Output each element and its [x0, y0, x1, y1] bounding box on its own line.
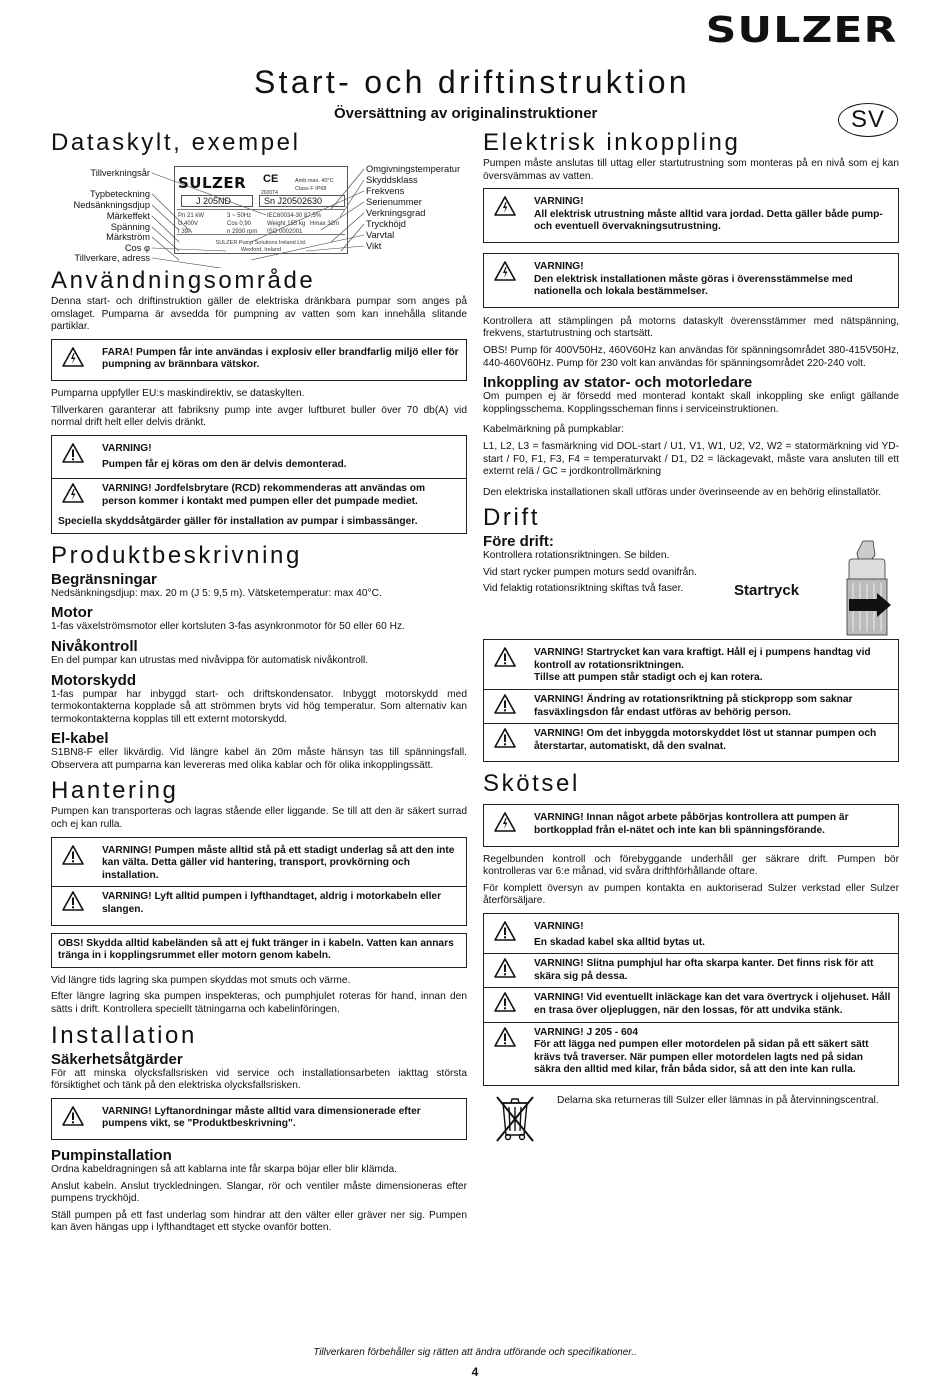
paragraph: Tillverkaren garanterar att fabriksny pump inte avger luftburet buller över 70 db(A) vid normal drift helt eller delvis dränkt. — [51, 404, 467, 429]
paragraph: För att minska olycksfallsrisken vid service och installationsarbeten iakttag största försiktighet och tänk på den elektriska olycksfallsrisken. — [51, 1067, 467, 1092]
warning-text: Pumpen får ej köras om den är delvis demonterad. — [102, 459, 347, 471]
plate-weight: Weight 155 kg — [267, 221, 306, 227]
paragraph: L1, L2, L3 = fasmärkning vid DOL-start / U1, V1, W1, U2, V2, W2 = statormärkning vid YD- start / F0, F1, F3, F4 = temperaturvakt / D1, D2 = läckagevakt, måste vara ansluten till ett externt relä / GC = jordkontrollmärkning — [483, 440, 899, 478]
heading-anvandningsomrade: Användningsområde — [51, 267, 316, 294]
footer-note: Tillverkaren förbehåller sig rätten att ändra utförande och specifikationer.. — [313, 1347, 637, 1358]
label-varvtal: Varvtal — [366, 230, 395, 240]
label-markstrom: Märkström — [106, 232, 150, 242]
language-badge: SV — [838, 103, 898, 137]
plate-i: I 39A — [178, 229, 193, 235]
heading-installation: Installation — [51, 1021, 197, 1049]
plate-address: Wexford, Ireland — [240, 247, 282, 253]
label-omgivningstemperatur: Omgivningstemperatur — [366, 164, 461, 174]
warning-text: All elektrisk utrustning måste alltid vara jordad. Detta gäller både pump- och eventuell övervakningsutrustning. — [534, 208, 883, 233]
warning-box — [483, 253, 899, 308]
plate-sn: Sn J20502630 — [259, 195, 345, 207]
weee-bin-icon — [493, 1093, 537, 1143]
recycle-row — [483, 1093, 899, 1143]
subheading: Nivåkontroll — [51, 637, 138, 655]
paragraph: Regelbunden kontroll och förebyggande underhåll ger säkrare drift. Pumpen bör kontrolleras var 6:e månad, vid svåra drifthförhållande oftare. — [483, 853, 899, 878]
plate-cos: Cos 0,90 — [227, 221, 252, 227]
heading-dataskylt: Dataskylt, exempel — [51, 129, 301, 156]
danger-text: FARA! Pumpen får inte användas i explosiv eller brandfarlig miljö eller för pumpning av brännbara vätskor. — [102, 346, 459, 371]
plate-maker: SULZER Pump Solutions Ireland Ltd. — [215, 240, 307, 246]
plate-amb: Amb.max. 40°C — [295, 178, 334, 184]
paragraph: Kontrollera att stämplingen på motorns dataskylt överensstämmer med nätspänning, frekvens, startutrustning och startsätt. — [483, 315, 899, 340]
heading-elektrisk-inkoppling: Elektrisk inkoppling — [483, 129, 741, 156]
startryck-label: Startryck — [734, 582, 800, 600]
warning-icon — [494, 728, 516, 748]
label-spanning: Spänning — [110, 222, 150, 232]
warning-icon — [494, 958, 516, 978]
electric-warning-icon — [62, 483, 84, 503]
label-frekvens: Frekvens — [366, 186, 405, 196]
label-verkningsgrad: Verkningsgrad — [366, 208, 426, 218]
warning-text: VARNING! Vid eventuellt inläckage kan det vara övertryck i oljehuset. Håll en trasa över oljepluggen, när den lossas, för att undvika stänk. — [534, 992, 891, 1016]
drift-intro — [483, 533, 899, 637]
warning-text: VARNING! Jordfelsbrytare (RCD) rekommenderas att användas om person kommer i kontakt med pumpen eller det pumpade mediet. — [102, 482, 426, 507]
warning-head: VARNING! — [534, 921, 584, 932]
subheading: Före drift: — [483, 533, 554, 551]
warning-text: VARNING! Lyftanordningar måste alltid vara dimensionerade efter pumpens vikt, se "Produktbeskrivning". — [102, 1105, 421, 1130]
heading-hantering: Hantering — [51, 777, 179, 805]
label-tryckhojd: Tryckhöjd — [366, 219, 406, 229]
plate-freq: 3 ~ 50Hz — [227, 213, 252, 219]
warning-text: Den elektrisk installationen måste göras i överensstämmelse med nationella och lokala bestämmelser. — [534, 273, 853, 298]
paragraph: Nedsänkningsdjup: max. 20 m (J 5: 9,5 m). Vätsketemperatur: max 40°C. — [51, 587, 382, 599]
warning-box — [51, 837, 467, 926]
label-cos: Cos φ — [124, 243, 150, 253]
page-title: Start- och driftinstruktion — [254, 64, 690, 100]
plate-brand: SULZER — [178, 174, 247, 192]
page-subtitle: Översättning av originalinstruktioner — [334, 105, 598, 122]
heading-drift: Drift — [483, 504, 540, 532]
label-skyddsklass: Skyddsklass — [366, 175, 418, 185]
paragraph: Efter längre lagring ska pumpen inspekteras, och pumphjulet roteras för hand, innan den sätts i drift. Kontrollera speciellt tätningarna och kabelinföringen. — [51, 991, 467, 1015]
paragraph: Om pumpen ej är försedd med monterad kontakt skall inkoppling ske enligt gällande kopplingsschema. Kopplingsscheman finns i serviceinstruktionen. — [483, 391, 899, 415]
subheading: Motor — [51, 604, 93, 622]
paragraph: Pumpen måste anslutas till uttag eller startutrustning som monteras på en nivå som ej kan översvämmas av vatten. — [483, 158, 899, 182]
warning-text: VARNING! Ändring av rotationsriktning på stickpropp som saknar fasväxlingsdon får endast utföras av behörig person. — [534, 694, 853, 718]
paragraph: Vid start rycker pumpen moturs sedd ovanifrån. — [483, 566, 697, 578]
paragraph: Denna start- och driftinstruktion gäller de elektriska dränkbara pumpar som anges på omslaget. Pumparna är avsedda för pumpning av vatten som kan innehålla slitande partiklar. — [51, 296, 467, 333]
warning-box — [51, 435, 467, 534]
subheading: Inkoppling av stator- och motorledare — [483, 374, 753, 392]
paragraph: 1-fas växelströmsmotor eller kortsluten 3-fas asynkronmotor för 50 eller 60 Hz. — [51, 621, 405, 633]
plate-year: 2020T4 — [261, 190, 278, 196]
warning-text: VARNING! Om det inbyggda motorskyddet löst ut stannar pumpen och återstartar, automatiskt, då den svalnat. — [534, 728, 877, 752]
subheading: Motorskydd — [51, 671, 137, 689]
page-number: 4 — [471, 1365, 479, 1379]
electric-warning-icon — [494, 196, 516, 216]
warning-text: VARNING! Innan något arbete påbörjas kontrollera att pumpen är bortkopplad från el-nätet och inte kan bli spänningsförande. — [534, 812, 849, 837]
paragraph: Vid längre tids lagring ska pumpen skyddas mot smuts och värme. — [51, 974, 351, 986]
plate-iso: ISO 0002001 — [267, 229, 303, 235]
warning-text: En skadad kabel ska alltid bytas ut. — [534, 936, 705, 948]
warning-box — [483, 639, 899, 762]
heading-produktbeskrivning: Produktbeskrivning — [51, 541, 302, 569]
paragraph: Anslut kabeln. Anslut tryckledningen. Slangar, rör och ventiler måste dimensioneras efter pumpens tryckhöjd. — [51, 1180, 467, 1205]
warning-icon — [494, 1027, 516, 1047]
warning-box — [483, 804, 899, 846]
paragraph: Kontrollera rotationsriktningen. Se bilden. — [483, 550, 670, 562]
note-box: OBS! Skydda alltid kabeländen så att ej fukt tränger in i kabeln. Vatten kan annars tränga in i kopplingsrummet eller motorn genom kabeln. — [51, 933, 467, 968]
sulzer-logo: SULZER — [706, 10, 898, 51]
plate-u: U 400V — [178, 221, 199, 227]
pump-rotation-illustration — [839, 539, 895, 637]
label-serienummer: Serienummer — [366, 197, 422, 207]
paragraph: Ställ pumpen på ett fast underlag som hindrar att den välter eller gräver ner sig. Pumpen kan även hängas upp i lyfthandtaget ett stycke ovanför botten. — [51, 1209, 467, 1234]
paragraph: Pumparna uppfyller EU:s maskindirektiv, se dataskylten. — [51, 387, 305, 399]
plate-hmax: Hmax 32m — [310, 221, 340, 227]
plate-ce: CE — [263, 173, 279, 185]
label-tillverkningsar: Tillverkningsår — [90, 168, 150, 178]
paragraph: 1-fas pumpar har inbyggd start- och driftskondensator. Inbyggt motorskydd med termokontakterna kopplade så att strömmen bryts vid hög temperatur. Som alternativ kan termokontakterna kopplas till ett externt motorskydd. — [51, 688, 467, 725]
warning-icon — [494, 694, 516, 714]
subheading: Pumpinstallation — [51, 1146, 172, 1164]
label-vikt: Vikt — [366, 241, 382, 251]
electric-warning-icon — [494, 812, 516, 832]
warning-text: VARNING! Startrycket kan vara kraftigt. Håll ej i pumpens handtag vid kontroll av rotationsriktningen. — [534, 647, 871, 671]
paragraph: Ordna kabeldragningen så att kablarna inte får skarpa böjar eller blir klämda. — [51, 1163, 398, 1175]
warning-icon — [494, 992, 516, 1012]
warning-head: VARNING! — [534, 196, 584, 208]
warning-box — [51, 1098, 467, 1140]
warning-head: VARNING! J 205 - 604 — [534, 1026, 638, 1038]
warning-note: Speciella skyddsåtgärder gäller för installation av pumpar i simbassänger. — [58, 516, 418, 528]
paragraph: Kabelmärkning på pumpkablar: — [483, 424, 625, 436]
danger-box — [51, 339, 467, 381]
nameplate-figure — [51, 160, 467, 268]
warning-text: Tillse att pumpen står stadigt och ej kan rotera. — [534, 672, 763, 684]
label-tillverkare: Tillverkare, adress — [74, 253, 150, 263]
paragraph: För komplett översyn av pumpen kontakta en auktoriserad Sulzer verkstad eller Sulzer återförsäljare. — [483, 882, 899, 907]
warning-head: VARNING! — [534, 260, 584, 272]
plate-n: n 2930 rpm — [227, 229, 258, 235]
subheading: Begränsningar — [51, 570, 157, 588]
paragraph: Pumpen kan transporteras och lagras stående eller liggande. Se till att den är säkert surrad och ej kan rulla. — [51, 806, 467, 831]
electric-warning-icon — [494, 261, 516, 281]
paragraph: OBS! Pump för 400V50Hz, 460V60Hz kan användas för spänningsområdet 380-415V50Hz, 440-460V60Hz. Pump för 230 volt kan användas för spänningsområdet 220-240 volt. — [483, 344, 899, 369]
paragraph: S1BN8-F eller likvärdig. Vid längre kabel än 20m måste hänsyn tas till spänningsfall. Observera att pumparna kan levereras med olika kablar och för olika inkopplingssätt. — [51, 747, 467, 771]
label-typbeteckning: Typbeteckning — [90, 189, 150, 199]
warning-icon — [62, 891, 84, 911]
label-nedsankningsdjup: Nedsänkningsdjup — [73, 200, 150, 210]
warning-icon — [62, 845, 84, 865]
warning-icon — [494, 921, 516, 941]
plate-class: Class F IP68 — [295, 186, 327, 192]
paragraph: En del pumpar kan utrustas med nivåvippa för automatisk nivåkontroll. — [51, 654, 369, 666]
nameplate — [174, 166, 348, 254]
warning-box — [483, 913, 899, 1086]
plate-type: J 205ND — [181, 195, 253, 207]
warning-box — [483, 188, 899, 243]
electric-warning-icon — [62, 347, 84, 367]
paragraph: Vid felaktig rotationsriktning skiftas två faser. — [483, 583, 684, 595]
label-markeffekt: Märkeffekt — [106, 211, 150, 221]
warning-text: VARNING! Slitna pumphjul har ofta skarpa kanter. Det finns risk för att skära sig på dessa. — [534, 958, 874, 982]
warning-icon — [62, 443, 84, 463]
warning-head: VARNING! — [102, 442, 152, 454]
recycle-text: Delarna ska returneras till Sulzer eller lämnas in på återvinningscentral. — [557, 1094, 879, 1106]
warning-icon — [62, 1106, 84, 1126]
right-column — [483, 128, 899, 1143]
warning-text: För att lägga ned pumpen eller motordelen på sidan på ett säkert sätt krävs två traverser. När pumpen eller motordelen lagts ned på sidan säkra den alltid med kilar, från båda sidor, så att den inte kan rulla. — [534, 1039, 869, 1076]
warning-text: VARNING! Pumpen måste alltid stå på ett stadigt underlag så att den inte kan välta. Detta gäller vid hantering, transport, provkörning och installation. — [102, 844, 455, 881]
left-column — [51, 128, 467, 1239]
paragraph: Den elektriska installationen skall utföras under överinseende av en behörig elinstallatör. — [483, 486, 882, 498]
plate-iec: IEC60034-30 87,5% — [267, 213, 322, 219]
warning-text: VARNING! Lyft alltid pumpen i lyfthandtaget, aldrig i motorkabeln eller slangen. — [102, 891, 442, 916]
subheading: El-kabel — [51, 730, 109, 748]
heading-skotsel: Skötsel — [483, 770, 580, 798]
warning-icon — [494, 647, 516, 667]
subheading: Säkerhetsåtgärder — [51, 1050, 183, 1068]
plate-pn: Pn 21 kW — [178, 213, 205, 219]
